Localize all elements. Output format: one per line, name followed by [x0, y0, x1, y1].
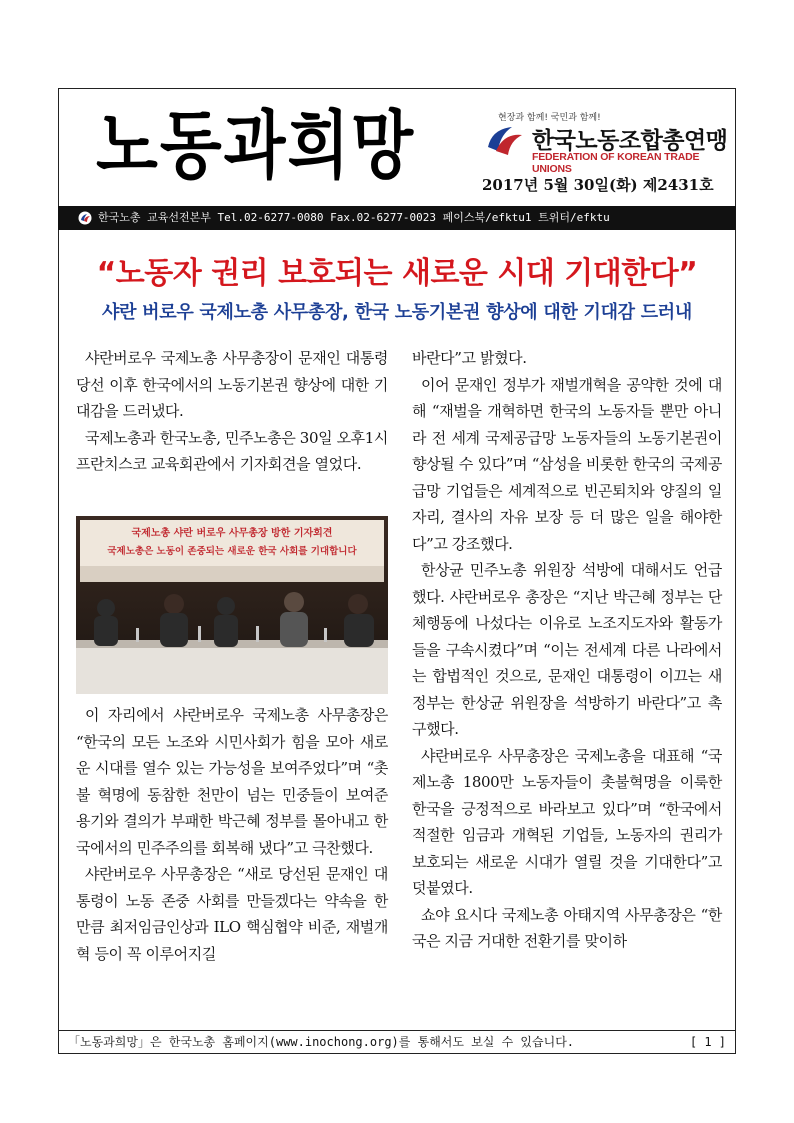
- paragraph: 한상균 민주노총 위원장 석방에 대해서도 언급했다. 샤란버로우 총장은 “지난 박근혜 정부는 단체행동에 나섰다는 이유로 노조지도자와 활동가들을 구속시켰다”며 “이는 전세계 다른 나라에서는 합법적인 것으로, 문재인 대통령이 이끄는 새 정부는 한상균 위원장을 석방하기 바란다”고 촉구했다.: [412, 561, 722, 738]
- issue-date: 2017년 5월 30일(화) 제2431호: [482, 176, 714, 194]
- subheadline: 샤란 버로우 국제노총 사무총장, 한국 노동기본권 향상에 대한 기대감 드러내: [102, 302, 692, 323]
- photo-illustration: [76, 516, 388, 694]
- masthead: [58, 88, 736, 206]
- paragraph: 쇼야 요시다 국제노총 아태지역 사무총장은 “한국은 지금 거대한 전환기를 맞이하: [412, 905, 722, 950]
- fktu-logo-icon: [482, 121, 528, 161]
- press-conference-photo: [76, 516, 388, 694]
- photo-banner-line2: 국제노총은 노동이 존중되는 새로운 한국 사회를 기대합니다: [107, 546, 357, 557]
- paragraph: 샤란버로우 사무총장은 “새로 당선된 문재인 대통령이 노동 존중 사회를 만들겠다는 약속을 한 만큼 최저임금인상과 ILO 핵심협약 비준, 재벌개혁 등이 꼭 이루어지길: [76, 865, 388, 963]
- paragraph: 샤란버로우 국제노총 사무총장이 문재인 대통령 당선 이후 한국에서의 노동기본권 향상에 대한 기대감을 드러냈다.: [76, 349, 388, 420]
- footer: [58, 1030, 736, 1054]
- paragraph: 국제노총과 한국노총, 민주노총은 30일 오후1시 프란치스코 교육회관에서 기자회견을 열었다.: [76, 428, 388, 473]
- contact-info: 한국노총 교육선전본부 Tel.02-6277-0080 Fax.02-6277-0023 페이스북/efktu1 트위터/efktu: [98, 211, 610, 224]
- org-name-english: FEDERATION OF KOREAN TRADE UNIONS: [532, 151, 700, 175]
- article-column-left-top: [76, 345, 388, 478]
- article-column-left-bottom: [76, 702, 388, 967]
- contact-bar: [58, 206, 736, 230]
- org-name-korean: 한국노동조합총연맹: [532, 127, 728, 153]
- paragraph: 바란다”고 밝혔다.: [412, 349, 527, 367]
- photo-banner-line1: 국제노총 샤란 버로우 사무총장 방한 기자회견: [131, 528, 333, 539]
- paragraph: 이어 문재인 정부가 재벌개혁을 공약한 것에 대해 “재벌을 개혁하면 한국의 노동자들 뿐만 아니라 전 세계 국제공급망 노동자들의 노동기본권이 향상될 수 있다”며 “삼성을 비롯한 한국의 국제공급망 기업들은 세계적으로 빈곤퇴치와 양질의 일자리, 결사의 자유 보장 등 더 많은 일을 해야한다”고 강조했다.: [412, 375, 722, 553]
- headline: “노동자 권리 보호되는 새로운 시대 기대한다”: [96, 256, 698, 291]
- article-column-right: [412, 345, 722, 955]
- paragraph: 샤란버로우 사무총장은 국제노총을 대표해 “국제노총 1800만 노동자들이 촛불혁명을 이룩한 한국을 긍정적으로 바라보고 있다”며 “한국에서 적절한 임금과 개혁된 기업들, 노동자의 권리가 보호되는 새로운 시대가 열릴 것을 기대한다”고 덧붙였다.: [412, 746, 722, 897]
- newsletter-title: 노동과희망: [96, 103, 416, 190]
- footer-note: 「노동과희망」은 한국노총 홈페이지(www.inochong.org)를 통해서도 보실 수 있습니다.: [68, 1035, 575, 1049]
- slogan: 현장과 함께! 국민과 함께!: [498, 113, 601, 123]
- page-number: [ 1 ]: [689, 1035, 726, 1049]
- paragraph: 이 자리에서 샤란버로우 국제노총 사무총장은 “한국의 모든 노조와 시민사회가 힘을 모아 새로운 시대를 열수 있는 가능성을 보여주었다”며 “촛불 혁명에 동참한 천만이 넘는 민중들이 보여준 용기와 결의가 부패한 박근혜 정부를 몰아내고 한국에서의 민주주의를 회복해 냈다”고 극찬했다.: [76, 706, 388, 857]
- fktu-mini-logo-icon: [78, 211, 92, 225]
